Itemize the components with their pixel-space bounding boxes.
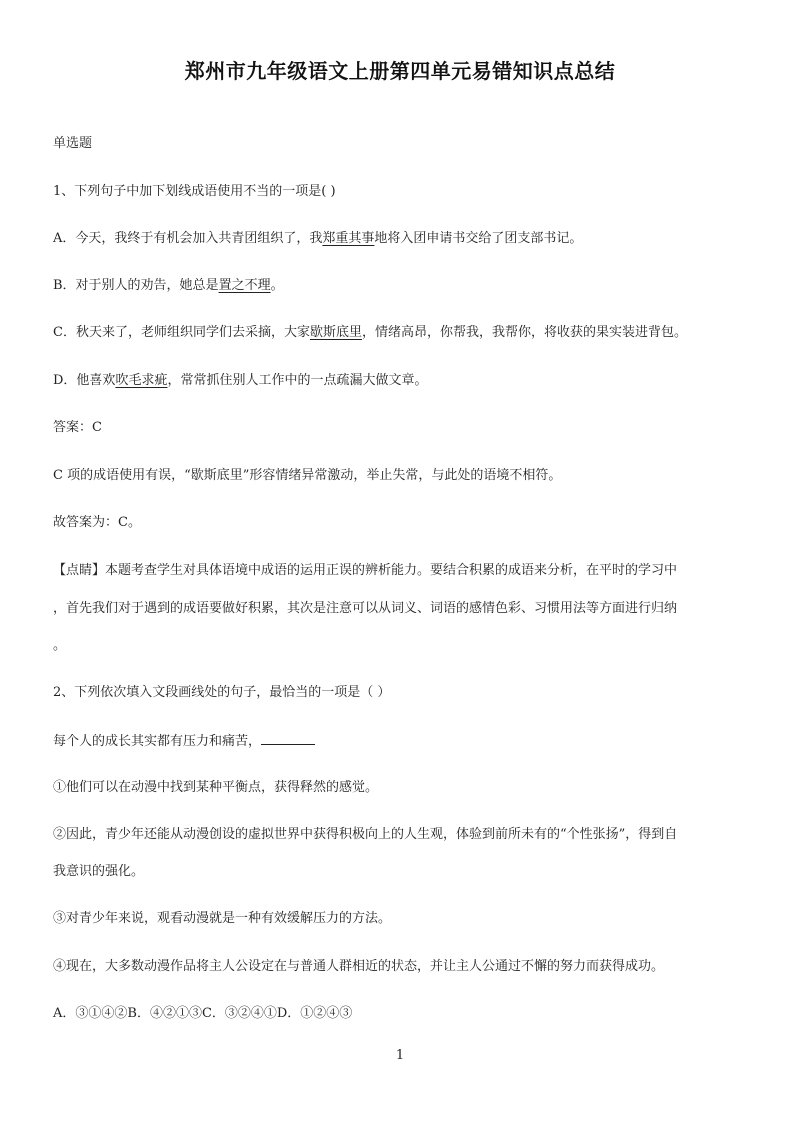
q1-tip-line-3: 。: [53, 638, 67, 653]
q2-sentence-1: ①他们可以在动漫中找到某种平衡点，获得释然的感觉。: [53, 780, 379, 795]
q1-option-b-post: 。: [270, 278, 284, 293]
q1-option-d: [53, 371, 427, 391]
q1-option-b-pre: B．对于别人的劝告，她总是: [53, 278, 219, 293]
q1-option-a: [53, 229, 582, 249]
q1-option-c-idiom: 歇斯底里: [309, 325, 362, 340]
q2-sentence-2-line-2: 我意识的强化。: [53, 864, 145, 879]
q1-final-answer: 故答案为：C。: [53, 515, 141, 530]
q2-sentence-3: ③对青少年来说，观看动漫就是一种有效缓解压力的方法。: [53, 911, 392, 926]
q2-sentence-4: ④现在，大多数动漫作品将主人公设定在与普通人群相近的状态，并让主人公通过不懈的努力而获得成功。: [53, 959, 665, 974]
page-title: 郑州市九年级语文上册第四单元易错知识点总结: [184, 59, 616, 83]
q1-option-a-idiom: 郑重其事: [322, 231, 375, 246]
q1-option-c-pre: C．秋天来了，老师组织同学们去采摘，大家: [53, 325, 310, 340]
q1-option-a-post: 地将入团申请书交给了团支部书记。: [374, 231, 583, 246]
q1-option-d-idiom: 吹毛求疵: [115, 373, 168, 388]
section-heading: 单选题: [53, 136, 93, 151]
q2-passage-text: 每个人的成长其实都有压力和痛苦，: [53, 734, 262, 749]
q1-option-a-pre: A．今天，我终于有机会加入共青团组织了，我: [53, 231, 323, 246]
q1-option-b: [53, 276, 284, 296]
q2-sentence-2-line-1: ②因此，青少年还能从动漫创设的虚拟世界中获得积极向上的人生观，体验到前所未有的“个性张扬”，得到自: [53, 827, 678, 842]
q1-option-d-post: ，常常抓住别人工作中的一点疏漏大做文章。: [167, 373, 428, 388]
q2-options: A．③①④②B．④②①③C．③②④①D．①②④③: [53, 1006, 353, 1021]
page-number: 1: [395, 1048, 405, 1063]
q2-passage: [53, 731, 315, 752]
q1-option-d-pre: D．他喜欢: [53, 373, 116, 388]
question-2-stem: 2、下列依次填入文段画线处的句子，最恰当的一项是（ ）: [53, 685, 391, 700]
q1-explanation: C 项的成语使用有误，“歇斯底里”形容情绪异常激动，举止失常，与此处的语境不相符。: [53, 468, 562, 483]
q1-option-c-post: ，情绪高昂，你帮我，我帮你，将收获的果实装进背包。: [361, 325, 687, 340]
q1-option-c: [53, 323, 687, 343]
q1-tip-line-2: ，首先我们对于遇到的成语要做好积累，其次是注意可以从词义、词语的感情色彩、习惯用法等方面进行归纳: [53, 601, 678, 616]
question-1-stem: 1、下列句子中加下划线成语使用不当的一项是( ): [53, 184, 336, 199]
q1-answer: 答案：C: [53, 420, 102, 435]
q1-option-b-idiom: 置之不理: [218, 278, 271, 293]
fill-blank: [261, 731, 315, 745]
q1-tip-line-1: 【点睛】本题考查学生对具体语境中成语的运用正误的辨析能力。要结合积累的成语来分析，在平时的学习中: [53, 563, 678, 578]
